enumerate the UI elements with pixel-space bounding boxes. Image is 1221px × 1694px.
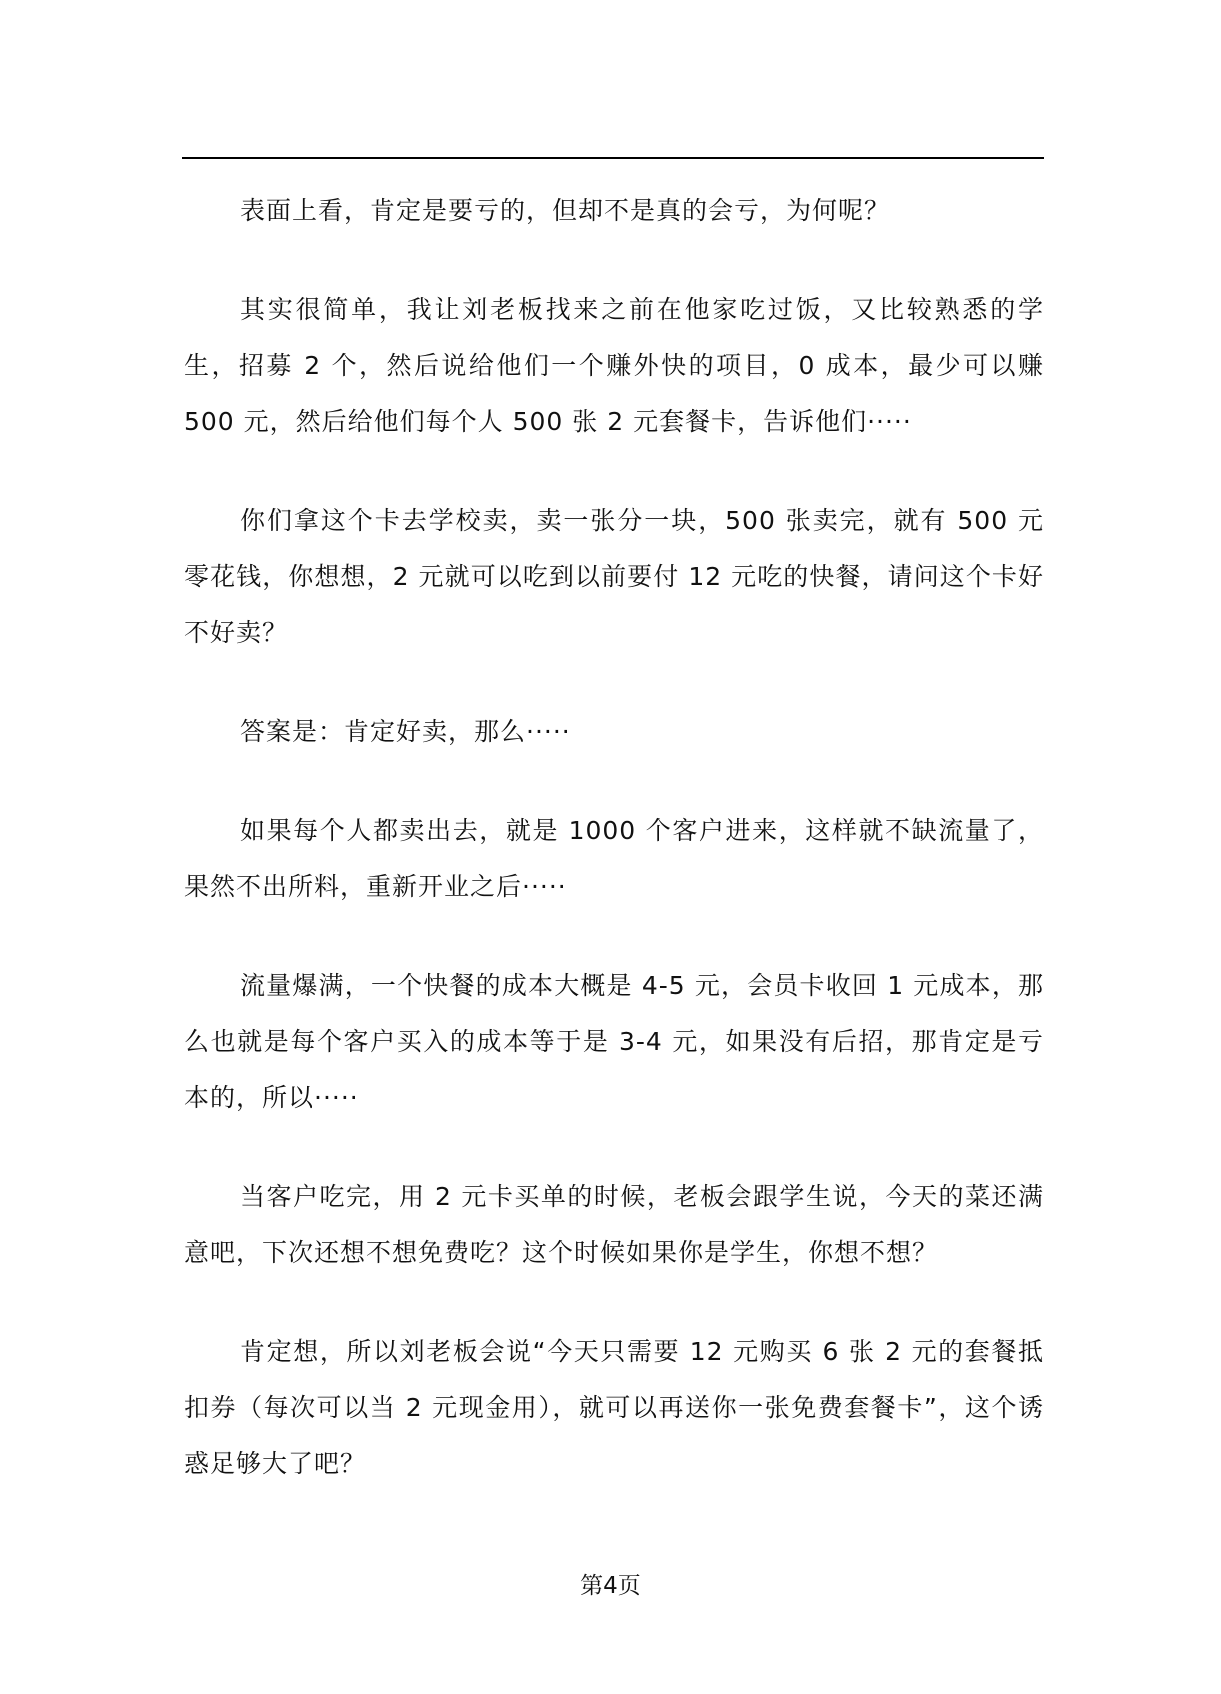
header-divider	[182, 157, 1044, 159]
paragraph: 当客户吃完，用 2 元卡买单的时候，老板会跟学生说，今天的菜还满意吧，下次还想不想免费吃？这个时候如果你是学生，你想不想？	[184, 1182, 1044, 1267]
paragraph: 答案是：肯定好卖，那么·····	[240, 717, 571, 746]
paragraph: 你们拿这个卡去学校卖，卖一张分一块，500 张卖完，就有 500 元零花钱，你想想，2 元就可以吃到以前要付 12 元吃的快餐，请问这个卡好不好卖？	[184, 506, 1044, 647]
paragraph: 其实很简单，我让刘老板找来之前在他家吃过饭，又比较熟悉的学生，招募 2 个，然后说给他们一个赚外快的项目，0 成本，最少可以赚 500 元，然后给他们每个人 500 张 2 元套餐卡，告诉他们·····	[184, 295, 1044, 436]
paragraph: 如果每个人都卖出去，就是 1000 个客户进来，这样就不缺流量了，果然不出所料，重新开业之后·····	[184, 816, 1044, 901]
paragraph: 表面上看，肯定是要亏的，但却不是真的会亏，为何呢？	[240, 196, 891, 225]
body-text	[184, 183, 1044, 1492]
paragraph: 流量爆满，一个快餐的成本大概是 4-5 元，会员卡收回 1 元成本，那么也就是每个客户买入的成本等于是 3-4 元，如果没有后招，那肯定是亏本的，所以·····	[184, 971, 1044, 1112]
page-number: 第4页	[580, 1573, 641, 1599]
paragraph: 肯定想，所以刘老板会说“今天只需要 12 元购买 6 张 2 元的套餐抵扣券（每次可以当 2 元现金用），就可以再送你一张免费套餐卡”，这个诱惑足够大了吧？	[184, 1337, 1044, 1478]
